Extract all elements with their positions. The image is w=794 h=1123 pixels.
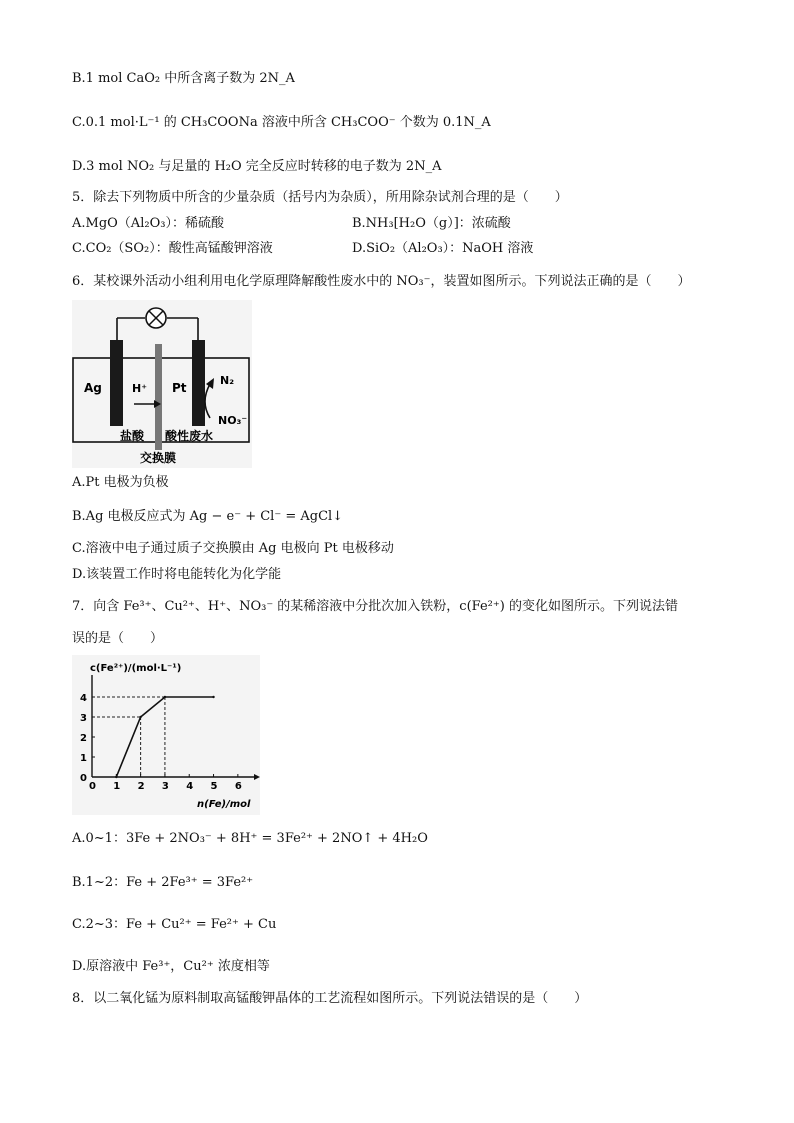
pt-label: Pt [172,381,187,395]
q7-option-d: D.原溶液中 Fe³⁺，Cu²⁺ 浓度相等 [72,959,270,974]
acidic-wastewater-label: 酸性废水 [165,429,214,443]
q4-option-d: D.3 mol NO₂ 与足量的 H₂O 完全反应时转移的电子数为 2N_A [72,159,442,174]
x-tick-label: 0 [89,781,96,792]
x-axis-arrow [254,774,260,780]
q7-stem-continued: 误的是（ ） [72,631,164,646]
q6-option-b: B.Ag 电极反应式为 Ag − e⁻ + Cl⁻ = AgCl↓ [72,509,344,524]
q6-stem: 6．某校课外活动小组利用电化学原理降解酸性废水中的 NO₃⁻，装置如图所示。下列说法正确的是（ ） [72,274,691,289]
q4-option-b: B.1 mol CaO₂ 中所含离子数为 2N_A [72,71,295,86]
q6-option-c: C.溶液中电子通过质子交换膜由 Ag 电极向 Pt 电极移动 [72,541,394,556]
q4-option-c: C.0.1 mol·L⁻¹ 的 CH₃COONa 溶液中所含 CH₃COO⁻ 个数为 0.1N_A [72,115,491,130]
electrochemical-cell-figure [72,300,252,468]
pt-electrode [192,340,205,426]
no3-label: NO₃⁻ [218,414,248,427]
h-ion-label: H⁺ [132,382,148,395]
q7-option-a: A.0~1：3Fe + 2NO₃⁻ + 8H⁺ = 3Fe²⁺ + 2NO↑ + 4H₂O [72,831,428,846]
q5-option-d: D.SiO₂（Al₂O₃）：NaOH 溶液 [352,241,534,256]
q7-option-c: C.2~3：Fe + Cu²⁺ = Fe²⁺ + Cu [72,917,277,932]
x-tick-label: 4 [186,781,194,792]
x-tick-label: 6 [234,781,242,792]
x-tick-label: 5 [210,781,218,792]
membrane-label: 交换膜 [140,451,177,465]
data-point [139,716,141,718]
x-axis-label: n(Fe)/mol [197,799,251,810]
y-tick-label: 3 [80,713,87,724]
q7-option-b: B.1~2：Fe + 2Fe³⁺ = 3Fe²⁺ [72,875,254,890]
q8-stem: 8．以二氧化锰为原料制取高锰酸钾晶体的工艺流程如图所示。下列说法错误的是（ ） [72,991,588,1006]
x-tick-label: 3 [161,781,169,792]
n2-label: N₂ [220,374,235,387]
x-tick-label: 1 [113,781,121,792]
y-axis-label: c(Fe²⁺)/(mol·L⁻¹) [90,663,182,674]
y-tick-label: 4 [80,693,87,704]
y-tick-label: 2 [80,733,87,744]
y-tick-label: 1 [80,753,87,764]
q5-option-c: C.CO₂（SO₂）：酸性高锰酸钾溶液 [72,241,273,256]
q5-option-b: B.NH₃[H₂O（g）]：浓硫酸 [352,216,511,231]
x-tick-label: 2 [137,781,145,792]
q5-stem: 5．除去下列物质中所含的少量杂质（括号内为杂质），所用除杂试剂合理的是（ ） [72,190,568,205]
q6-option-a: A.Pt 电极为负极 [72,475,169,490]
data-point [115,776,117,778]
data-point [212,696,214,698]
ag-electrode [110,340,123,426]
q6-option-d: D.该装置工作时将电能转化为化学能 [72,567,282,582]
hydrochloric-acid-label: 盐酸 [120,429,145,443]
q5-option-a: A.MgO（Al₂O₃）：稀硫酸 [72,216,224,231]
fe2-concentration-chart [72,655,260,815]
q7-stem: 7．向含 Fe³⁺、Cu²⁺、H⁺、NO₃⁻ 的某稀溶液中分批次加入铁粉，c(Fe²⁺) 的变化如图所示。下列说法错 [72,599,678,614]
chart-svg [72,655,260,815]
cell-diagram [72,300,252,468]
data-point [164,696,166,698]
y-tick-label: 0 [80,773,87,784]
ag-label: Ag [84,381,102,395]
exchange-membrane [155,344,162,450]
